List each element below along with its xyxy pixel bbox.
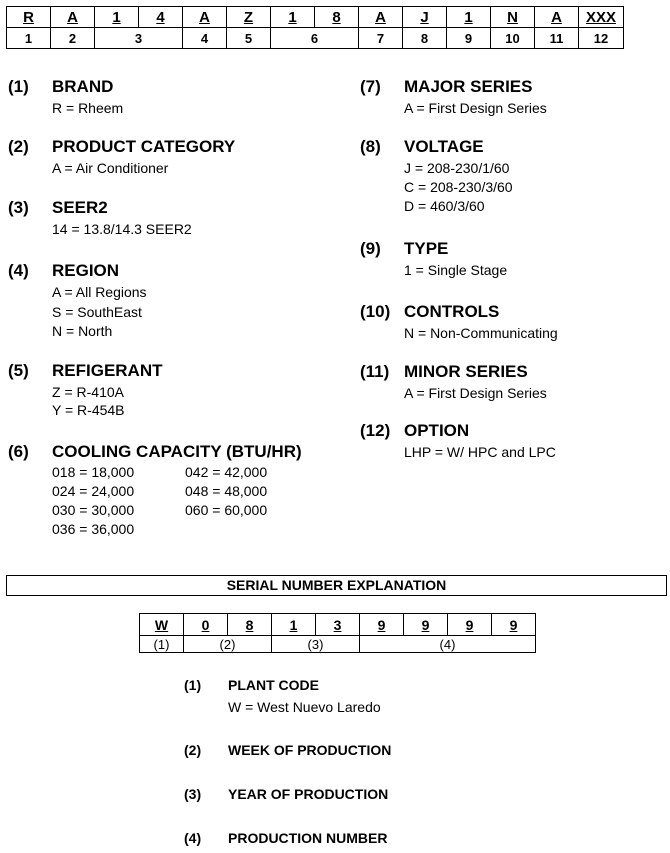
section-line: N = North <box>52 323 113 339</box>
section-title: COOLING CAPACITY (BTU/HR) <box>52 442 302 461</box>
section-line: LHP = W/ HPC and LPC <box>404 444 556 460</box>
position-number: 12 <box>579 28 624 49</box>
model-char: 1 <box>95 7 139 28</box>
section-number: (2) <box>184 742 202 758</box>
position-number: 10 <box>491 28 535 49</box>
serial-char: 8 <box>228 614 272 636</box>
position-number: 7 <box>359 28 403 49</box>
section-title: SEER2 <box>52 198 108 217</box>
serial-char: 3 <box>316 614 360 636</box>
capacity-value: 036 = 36,000 <box>52 521 135 537</box>
section-title: CONTROLS <box>404 302 500 321</box>
serial-position: (1) <box>140 636 184 653</box>
serial-char: 9 <box>492 614 536 636</box>
serial-char: 0 <box>184 614 228 636</box>
model-char: 8 <box>315 7 359 28</box>
section-line: A = All Regions <box>52 284 147 300</box>
section-line: Y = R-454B <box>52 402 125 418</box>
section-number: (5) <box>8 361 29 380</box>
section-number: (4) <box>184 830 202 846</box>
position-number: 1 <box>7 28 51 49</box>
serial-char: W <box>140 614 184 636</box>
position-number: 2 <box>51 28 95 49</box>
section-number: (4) <box>8 261 29 280</box>
serial-position: (3) <box>272 636 360 653</box>
section-number: (10) <box>360 302 391 321</box>
section-title: BRAND <box>52 77 114 96</box>
model-char: A <box>535 7 579 28</box>
section-line: J = 208-230/1/60 <box>404 160 510 176</box>
capacity-value: 024 = 24,000 <box>52 483 135 499</box>
section-line: D = 460/3/60 <box>404 198 485 214</box>
section-number: (3) <box>184 786 202 802</box>
section-line: Z = R-410A <box>52 384 124 400</box>
serial-heading: SERIAL NUMBER EXPLANATION <box>6 575 667 596</box>
model-char: 4 <box>139 7 183 28</box>
model-char: XXX <box>579 7 624 28</box>
section-title: OPTION <box>404 421 470 440</box>
section-line: A = First Design Series <box>404 385 547 401</box>
section-title: PLANT CODE <box>228 677 319 693</box>
section-number: (7) <box>360 77 381 96</box>
section-number: (12) <box>360 421 391 440</box>
position-number: 3 <box>95 28 183 49</box>
serial-position: (2) <box>184 636 272 653</box>
model-char: 1 <box>271 7 315 28</box>
section-line: 14 = 13.8/14.3 SEER2 <box>52 221 192 237</box>
model-char: N <box>491 7 535 28</box>
serial-char: 1 <box>272 614 316 636</box>
section-number: (1) <box>8 77 29 96</box>
section-title: PRODUCT CATEGORY <box>52 137 236 156</box>
section-number: (8) <box>360 137 381 156</box>
section-line: 1 = Single Stage <box>404 262 508 278</box>
section-number: (6) <box>8 442 29 461</box>
section-line: A = Air Conditioner <box>52 160 169 176</box>
capacity-value: 048 = 48,000 <box>185 483 268 499</box>
capacity-value: 018 = 18,000 <box>52 464 135 480</box>
capacity-column-2 <box>185 463 267 520</box>
capacity-value: 030 = 30,000 <box>52 502 135 518</box>
position-number: 4 <box>183 28 227 49</box>
section-title: VOLTAGE <box>404 137 484 156</box>
model-char: A <box>359 7 403 28</box>
section-title: YEAR OF PRODUCTION <box>228 786 389 802</box>
section-line: N = Non-Communicating <box>404 325 558 341</box>
section-number: (1) <box>184 677 202 693</box>
capacity-column-1 <box>52 463 134 539</box>
model-char: A <box>183 7 227 28</box>
section-number: (9) <box>360 239 381 258</box>
section-line: A = First Design Series <box>404 100 547 116</box>
serial-char: 9 <box>360 614 404 636</box>
position-number: 11 <box>535 28 579 49</box>
capacity-value: 042 = 42,000 <box>185 464 268 480</box>
section-title: TYPE <box>404 239 449 258</box>
section-line: S = SouthEast <box>52 303 142 320</box>
section-title: MAJOR SERIES <box>404 77 533 96</box>
capacity-value: 060 = 60,000 <box>185 502 268 518</box>
section-number: (11) <box>360 362 390 381</box>
position-number: 8 <box>403 28 447 49</box>
section-number: (2) <box>8 137 29 156</box>
section-line: C = 208-230/3/60 <box>404 179 513 195</box>
section-line: R = Rheem <box>52 100 124 116</box>
serial-position: (4) <box>360 636 536 653</box>
position-number: 5 <box>227 28 271 49</box>
position-number: 6 <box>271 28 359 49</box>
section-title: PRODUCTION NUMBER <box>228 830 388 846</box>
model-number-table <box>6 6 624 49</box>
section-title: MINOR SERIES <box>404 362 528 381</box>
serial-char: 9 <box>448 614 492 636</box>
section-number: (3) <box>8 198 29 217</box>
section-title: REGION <box>52 261 120 280</box>
position-number: 9 <box>447 28 491 49</box>
serial-char: 9 <box>404 614 448 636</box>
model-char: J <box>403 7 447 28</box>
model-char: Z <box>227 7 271 28</box>
model-char: R <box>7 7 51 28</box>
section-line: W = West Nuevo Laredo <box>228 699 381 715</box>
serial-number-table <box>139 613 536 653</box>
model-char: 1 <box>447 7 491 28</box>
section-title: REFIGERANT <box>52 361 163 380</box>
model-char: A <box>51 7 95 28</box>
section-title: WEEK OF PRODUCTION <box>228 742 392 758</box>
